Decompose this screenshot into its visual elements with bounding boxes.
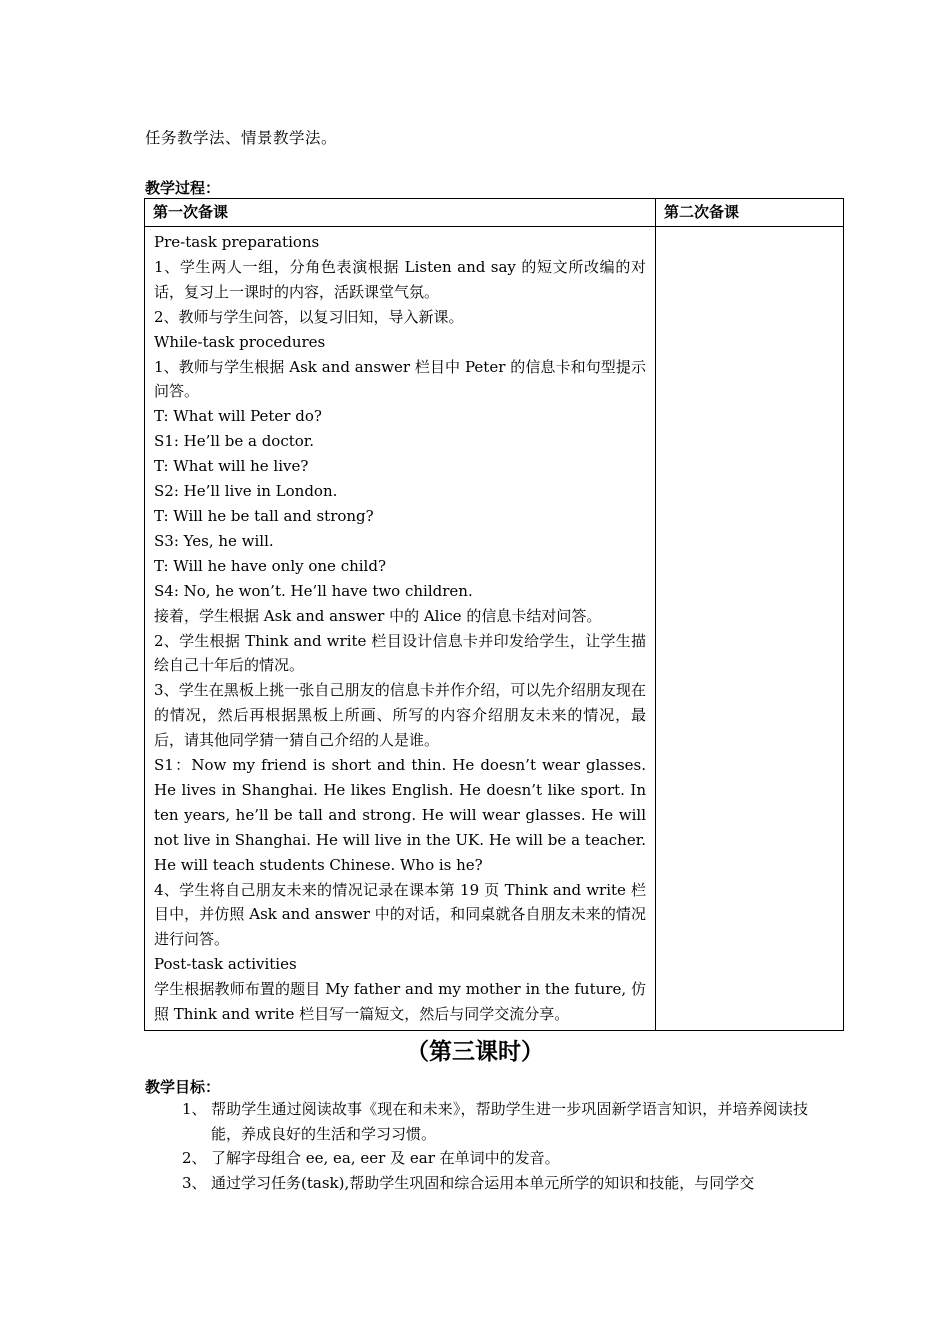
plan-line: 学生根据教师布置的题目 My father and my mother in the future, 仿照 Think and write 栏目写一篇短文，然后与同学交流分享。 xyxy=(154,980,646,1024)
list-item xyxy=(0,1146,808,1171)
plan-line: While-task procedures xyxy=(154,332,326,351)
plan-line: Post-task activities xyxy=(154,955,297,974)
plan-line: 2、教师与学生问答，以复习旧知，导入新课。 xyxy=(154,307,464,326)
third-session-title: （第三课时） xyxy=(406,1039,544,1065)
plan-line: 2、学生根据 Think and write 栏目设计信息卡并印发给学生，让学生描绘自己十年后的情况。 xyxy=(154,631,646,675)
plan-line: S4: No, he won’t. He’ll have two children. xyxy=(154,581,473,600)
plan-line: S1：Now my friend is short and thin. He doesn’t wear glasses. He lives in Shanghai. He likes English. He doesn’t like sport. In ten years, he’ll be tall and strong. He will wear glasses. He will not live in Shanghai. He will live in the UK. He will be a teacher. He will teach students Chinese. Who is he? xyxy=(154,756,646,874)
goal-text: 了解字母组合 ee, ea, eer 及 ear 在单词中的发音。 xyxy=(211,1149,560,1167)
plan-line: S2: He’ll live in London. xyxy=(154,482,338,501)
plan-line: 接着，学生根据 Ask and answer 中的 Alice 的信息卡结对问答。 xyxy=(154,606,602,625)
teaching-goals-heading: 教学目标： xyxy=(145,1078,221,1096)
plan-line: T: What will he live? xyxy=(154,457,309,476)
table-body-row xyxy=(145,227,844,1031)
lesson-plan-table xyxy=(144,198,844,1031)
plan-line: S3: Yes, he will. xyxy=(154,531,274,550)
plan-line: Pre-task preparations xyxy=(154,233,320,251)
plan-line: 1、学生两人一组，分角色表演根据 Listen and say 的短文所改编的对话，复习上一课时的内容，活跃课堂气氛。 xyxy=(154,257,646,301)
plan-line: 1、教师与学生根据 Ask and answer 栏目中 Peter 的信息卡和句型提示问答。 xyxy=(154,357,646,401)
plan-line: T: What will Peter do? xyxy=(154,407,322,426)
plan-line: 4、学生将自己朋友未来的情况记录在课本第 19 页 Think and write 栏目中，并仿照 Ask and answer 中的对话，和同桌就各自朋友未来的情况进行问答。 xyxy=(154,880,646,949)
first-prep-cell xyxy=(145,227,656,1031)
second-prep-header: 第二次备课 xyxy=(656,199,844,227)
plan-line: 3、学生在黑板上挑一张自己朋友的信息卡并作介绍，可以先介绍朋友现在的情况，然后再根据黑板上所画、所写的内容介绍朋友未来的情况，最后，请其他同学猜一猜自己介绍的人是谁。 xyxy=(154,681,646,750)
goal-number: 3、 xyxy=(182,1173,207,1192)
goal-text: 通过学习任务(task),帮助学生巩固和综合运用本单元所学的知识和技能，与同学交 xyxy=(211,1173,755,1192)
second-prep-cell xyxy=(656,227,844,1031)
plan-line: T: Will he be tall and strong? xyxy=(154,506,374,525)
goal-text: 帮助学生通过阅读故事《现在和未来》，帮助学生进一步巩固新学语言知识，并培养阅读技能，养成良好的生活和学习习惯。 xyxy=(211,1100,808,1143)
teaching-process-heading: 教学过程： xyxy=(145,179,221,197)
plan-line: S1: He’ll be a doctor. xyxy=(154,432,315,451)
first-prep-header: 第一次备课 xyxy=(145,199,656,227)
goal-number: 1、 xyxy=(182,1100,207,1118)
list-item xyxy=(0,1171,808,1196)
list-item xyxy=(0,1097,808,1146)
table-header-row xyxy=(145,199,844,227)
teaching-methods-text: 任务教学法、情景教学法。 xyxy=(145,129,338,147)
goal-number: 2、 xyxy=(182,1149,207,1167)
teaching-goals-list xyxy=(0,1097,950,1195)
plan-line: T: Will he have only one child? xyxy=(154,556,387,575)
